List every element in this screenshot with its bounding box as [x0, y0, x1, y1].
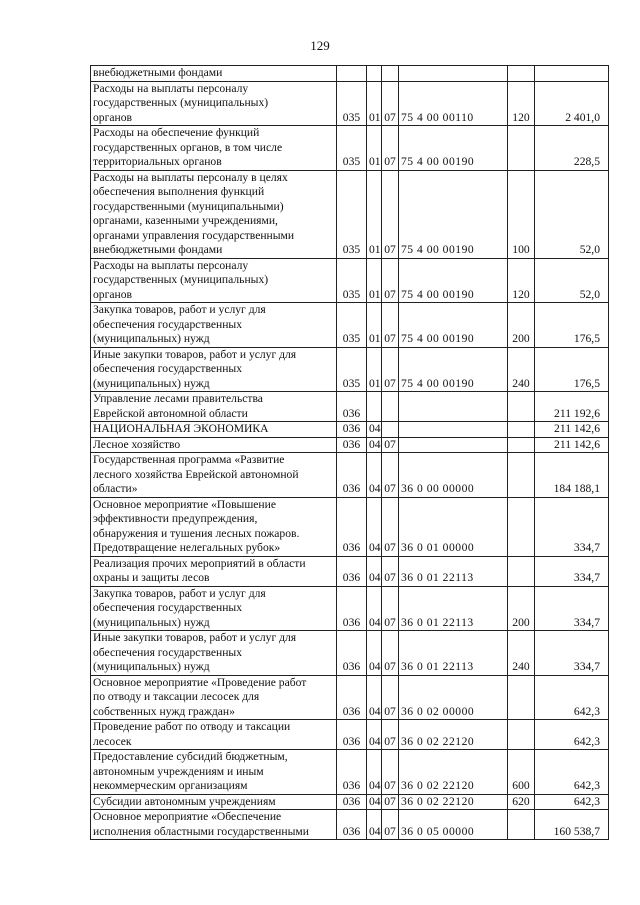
row-target-article-code: 75 4 00 00110: [399, 81, 508, 126]
row-amount: 2 401,0: [535, 81, 609, 126]
row-subsection-code: 07: [382, 794, 399, 810]
row-admin-code: 036: [337, 422, 367, 438]
table-row: [91, 81, 609, 126]
row-amount: 334,7: [535, 631, 609, 676]
row-target-article-code: [399, 392, 508, 422]
row-description: Государственная программа «Развитие лесного хозяйства Еврейской автономной области»: [91, 453, 337, 498]
row-description: Субсидии автономным учреждениям: [91, 794, 337, 810]
row-amount: 211 192,6: [535, 392, 609, 422]
row-description: Иные закупки товаров, работ и услуг для обеспечения государственных (муниципальных) нужд: [91, 347, 337, 392]
row-target-article-code: [399, 422, 508, 438]
row-section-code: 04: [367, 810, 382, 840]
row-amount: 334,7: [535, 497, 609, 556]
row-section-code: 04: [367, 453, 382, 498]
row-section-code: 04: [367, 437, 382, 453]
row-description: Основное мероприятие «Проведение работ по отводу и таксации лесосек для собственных нужд граждан»: [91, 675, 337, 720]
row-expense-type-code: [508, 66, 535, 82]
table-row: [91, 392, 609, 422]
row-target-article-code: 36 0 02 00000: [399, 675, 508, 720]
row-expense-type-code: 200: [508, 586, 535, 631]
row-expense-type-code: [508, 675, 535, 720]
row-amount: 642,3: [535, 794, 609, 810]
row-amount: 211 142,6: [535, 437, 609, 453]
row-section-code: 04: [367, 497, 382, 556]
table-row: [91, 810, 609, 840]
row-description: Расходы на выплаты персоналу в целях обеспечения выполнения функций государственными (муниципальными) органами, казенными учреждениями, органами управления государственными внебюджетными фондами: [91, 170, 337, 258]
row-amount: 642,3: [535, 720, 609, 750]
row-admin-code: 035: [337, 170, 367, 258]
row-section-code: 04: [367, 675, 382, 720]
row-admin-code: 036: [337, 392, 367, 422]
row-subsection-code: 07: [382, 497, 399, 556]
row-section-code: 01: [367, 170, 382, 258]
row-admin-code: 036: [337, 556, 367, 586]
row-target-article-code: 36 0 00 00000: [399, 453, 508, 498]
row-subsection-code: 07: [382, 81, 399, 126]
row-expense-type-code: [508, 497, 535, 556]
row-amount: 176,5: [535, 347, 609, 392]
row-section-code: 04: [367, 586, 382, 631]
row-expense-type-code: 100: [508, 170, 535, 258]
row-target-article-code: 36 0 01 22113: [399, 586, 508, 631]
row-target-article-code: 36 0 01 22113: [399, 556, 508, 586]
row-target-article-code: [399, 66, 508, 82]
row-subsection-code: 07: [382, 453, 399, 498]
row-amount: 211 142,6: [535, 422, 609, 438]
row-amount: 642,3: [535, 750, 609, 795]
row-expense-type-code: 240: [508, 347, 535, 392]
table-row: [91, 750, 609, 795]
row-section-code: 01: [367, 347, 382, 392]
row-target-article-code: 75 4 00 00190: [399, 170, 508, 258]
row-target-article-code: 36 0 02 22120: [399, 720, 508, 750]
row-target-article-code: 75 4 00 00190: [399, 126, 508, 171]
row-target-article-code: 36 0 02 22120: [399, 794, 508, 810]
row-expense-type-code: 620: [508, 794, 535, 810]
table-row: [91, 303, 609, 348]
row-admin-code: 036: [337, 631, 367, 676]
row-amount: 184 188,1: [535, 453, 609, 498]
row-admin-code: 036: [337, 794, 367, 810]
table-row: [91, 258, 609, 303]
row-admin-code: 036: [337, 810, 367, 840]
row-admin-code: 035: [337, 347, 367, 392]
row-section-code: [367, 66, 382, 82]
row-description: Проведение работ по отводу и таксации лесосек: [91, 720, 337, 750]
row-admin-code: [337, 66, 367, 82]
table-row: [91, 720, 609, 750]
row-subsection-code: 07: [382, 675, 399, 720]
row-expense-type-code: [508, 126, 535, 171]
table-row: [91, 497, 609, 556]
row-section-code: 01: [367, 303, 382, 348]
row-section-code: 04: [367, 720, 382, 750]
row-admin-code: 035: [337, 126, 367, 171]
row-description: Управление лесами правительства Еврейской автономной области: [91, 392, 337, 422]
row-subsection-code: 07: [382, 347, 399, 392]
row-description: Основное мероприятие «Повышение эффективности предупреждения, обнаружения и тушения лесных пожаров. Предотвращение нелегальных рубок»: [91, 497, 337, 556]
page-number: 129: [310, 38, 330, 53]
table-row: [91, 556, 609, 586]
table-row: [91, 675, 609, 720]
row-description: Иные закупки товаров, работ и услуг для обеспечения государственных (муниципальных) нужд: [91, 631, 337, 676]
table-row: [91, 453, 609, 498]
row-target-article-code: 36 0 05 00000: [399, 810, 508, 840]
row-subsection-code: 07: [382, 631, 399, 676]
row-expense-type-code: [508, 437, 535, 453]
row-subsection-code: 07: [382, 303, 399, 348]
row-amount: 334,7: [535, 556, 609, 586]
row-subsection-code: 07: [382, 810, 399, 840]
row-section-code: 04: [367, 631, 382, 676]
row-section-code: 01: [367, 126, 382, 171]
row-expense-type-code: [508, 392, 535, 422]
table-row: [91, 170, 609, 258]
row-target-article-code: [399, 437, 508, 453]
table-row: [91, 66, 609, 82]
row-description: Лесное хозяйство: [91, 437, 337, 453]
row-subsection-code: [382, 392, 399, 422]
row-admin-code: 036: [337, 453, 367, 498]
row-amount: 228,5: [535, 126, 609, 171]
row-expense-type-code: 200: [508, 303, 535, 348]
row-admin-code: 036: [337, 586, 367, 631]
table-row: [91, 794, 609, 810]
row-description: внебюджетными фондами: [91, 66, 337, 82]
row-amount: 160 538,7: [535, 810, 609, 840]
row-amount: 642,3: [535, 675, 609, 720]
row-description: Расходы на выплаты персоналу государственных (муниципальных) органов: [91, 81, 337, 126]
row-description: Расходы на обеспечение функций государственных органов, в том числе территориальных органов: [91, 126, 337, 171]
table-row: [91, 631, 609, 676]
row-expense-type-code: [508, 720, 535, 750]
table-row: [91, 422, 609, 438]
row-amount: 334,7: [535, 586, 609, 631]
row-section-code: 04: [367, 422, 382, 438]
row-expense-type-code: [508, 810, 535, 840]
row-subsection-code: 07: [382, 586, 399, 631]
row-expense-type-code: [508, 453, 535, 498]
row-section-code: 01: [367, 81, 382, 126]
row-description: Расходы на выплаты персоналу государственных (муниципальных) органов: [91, 258, 337, 303]
row-description: Предоставление субсидий бюджетным, автономным учреждениям и иным некоммерческим организациям: [91, 750, 337, 795]
row-target-article-code: 75 4 00 00190: [399, 303, 508, 348]
row-admin-code: 036: [337, 675, 367, 720]
row-amount: [535, 66, 609, 82]
row-subsection-code: 07: [382, 170, 399, 258]
row-expense-type-code: 240: [508, 631, 535, 676]
row-target-article-code: 36 0 01 22113: [399, 631, 508, 676]
row-expense-type-code: [508, 556, 535, 586]
row-expense-type-code: 120: [508, 81, 535, 126]
row-subsection-code: 07: [382, 720, 399, 750]
row-admin-code: 036: [337, 497, 367, 556]
row-expense-type-code: 120: [508, 258, 535, 303]
row-admin-code: 035: [337, 258, 367, 303]
row-section-code: 01: [367, 258, 382, 303]
row-amount: 52,0: [535, 170, 609, 258]
row-subsection-code: [382, 66, 399, 82]
row-expense-type-code: 600: [508, 750, 535, 795]
row-subsection-code: 07: [382, 126, 399, 171]
row-description: НАЦИОНАЛЬНАЯ ЭКОНОМИКА: [91, 422, 337, 438]
row-subsection-code: [382, 422, 399, 438]
row-amount: 176,5: [535, 303, 609, 348]
row-expense-type-code: [508, 422, 535, 438]
row-target-article-code: 36 0 02 22120: [399, 750, 508, 795]
row-target-article-code: 75 4 00 00190: [399, 258, 508, 303]
row-subsection-code: 07: [382, 437, 399, 453]
row-target-article-code: 75 4 00 00190: [399, 347, 508, 392]
row-subsection-code: 07: [382, 556, 399, 586]
row-admin-code: 036: [337, 720, 367, 750]
row-section-code: [367, 392, 382, 422]
row-section-code: 04: [367, 556, 382, 586]
row-admin-code: 035: [337, 81, 367, 126]
table-row: [91, 437, 609, 453]
table-row: [91, 347, 609, 392]
row-subsection-code: 07: [382, 258, 399, 303]
row-target-article-code: 36 0 01 00000: [399, 497, 508, 556]
row-section-code: 04: [367, 794, 382, 810]
row-admin-code: 036: [337, 437, 367, 453]
table-row: [91, 126, 609, 171]
row-description: Закупка товаров, работ и услуг для обеспечения государственных (муниципальных) нужд: [91, 586, 337, 631]
table-row: [91, 586, 609, 631]
row-description: Основное мероприятие «Обеспечение исполнения областными государственными: [91, 810, 337, 840]
row-description: Закупка товаров, работ и услуг для обеспечения государственных (муниципальных) нужд: [91, 303, 337, 348]
row-admin-code: 035: [337, 303, 367, 348]
budget-table: [90, 65, 609, 840]
row-section-code: 04: [367, 750, 382, 795]
row-amount: 52,0: [535, 258, 609, 303]
row-admin-code: 036: [337, 750, 367, 795]
row-subsection-code: 07: [382, 750, 399, 795]
row-description: Реализация прочих мероприятий в области охраны и защиты лесов: [91, 556, 337, 586]
